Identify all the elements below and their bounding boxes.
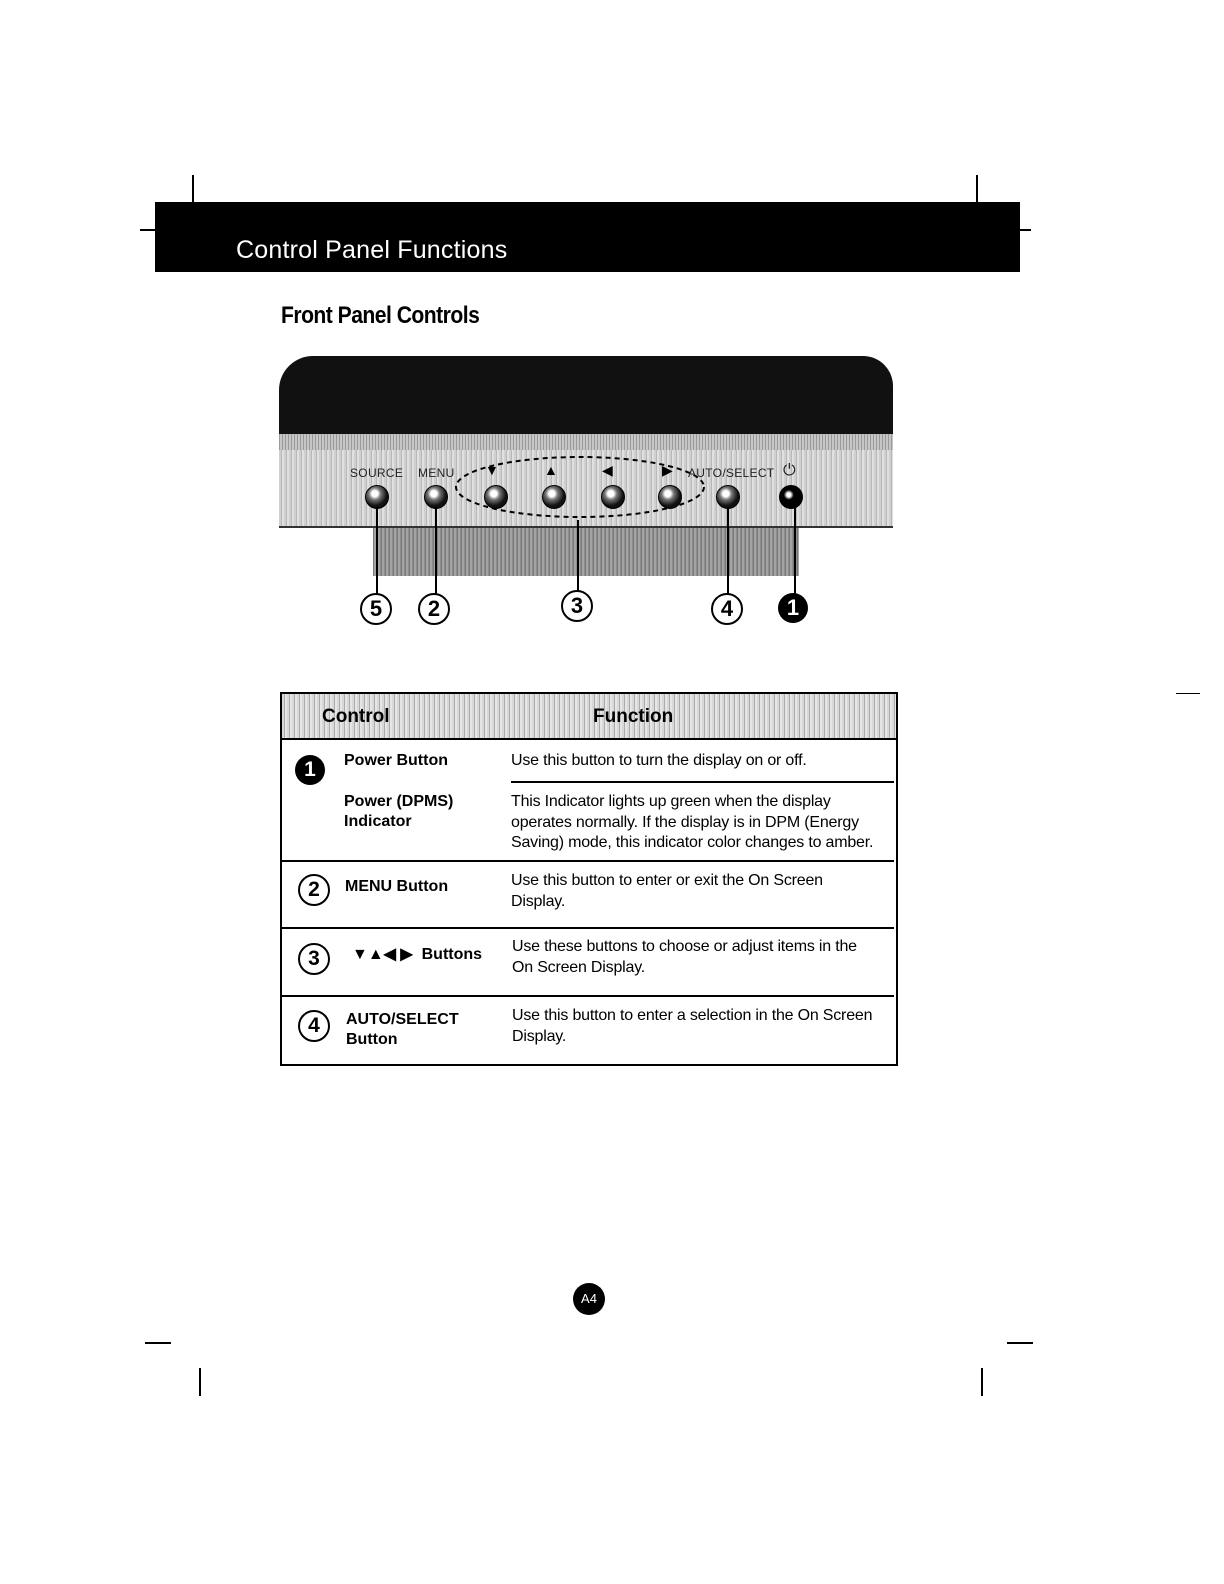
control-power-indicator: Power (DPMS) Indicator [344, 793, 454, 830]
crop-mark [1176, 693, 1200, 694]
crop-mark [140, 229, 156, 231]
crop-mark [145, 1342, 171, 1344]
controls-table [280, 692, 898, 1066]
leader-line [794, 507, 796, 595]
up-arrow-icon: ▲ [544, 462, 558, 478]
table-header [282, 694, 896, 740]
crop-mark [1019, 229, 1031, 231]
source-label: SOURCE [350, 466, 404, 480]
row-divider [282, 860, 894, 862]
right-arrow-icon: ▶ [662, 462, 673, 478]
auto-select-knob [716, 485, 740, 509]
power-symbol-label: ⏻ [783, 462, 796, 479]
power-knob [779, 485, 803, 509]
crop-mark [981, 1368, 983, 1396]
row-number-3: 3 [298, 943, 330, 975]
up-knob [542, 485, 566, 509]
leader-line [727, 507, 729, 595]
crop-mark [192, 175, 194, 203]
stand-edge [279, 526, 893, 528]
right-knob [658, 485, 682, 509]
leader-line [376, 507, 378, 595]
row-number-1: 1 [295, 755, 325, 785]
source-knob [365, 485, 389, 509]
row-number-4: 4 [298, 1010, 330, 1042]
menu-knob [424, 485, 448, 509]
row-divider [282, 927, 894, 929]
crop-mark [976, 175, 978, 203]
monitor-bezel [279, 356, 893, 434]
control-auto-select: AUTO/SELECT Button [346, 1011, 459, 1048]
function-arrow-buttons: Use these buttons to choose or adjust items in the On Screen Display. [512, 938, 857, 976]
control-power-button: Power Button [344, 752, 448, 769]
crop-mark [199, 1368, 201, 1396]
row-divider [511, 781, 894, 783]
section-title: Front Panel Controls [281, 302, 480, 329]
control-strip-edge [279, 434, 893, 450]
down-knob [484, 485, 508, 509]
leader-line [577, 520, 579, 592]
function-power-indicator: This Indicator lights up green when the display operates normally. If the display is in DPM (Energy Saving) mode, this indicator color changes to amber. [511, 793, 874, 851]
auto-select-label: AUTO/SELECT [688, 466, 775, 480]
row-number-2: 2 [298, 874, 330, 906]
control-menu-button: MENU Button [345, 878, 449, 895]
left-arrow-icon: ◀ [602, 462, 613, 478]
callout-4: 4 [711, 593, 743, 625]
callout-1: 1 [778, 593, 808, 623]
header-control: Control [322, 706, 390, 727]
callout-5: 5 [360, 593, 392, 625]
control-arrow-buttons: ▼▲◀ ▶ Buttons [352, 946, 483, 963]
function-auto-select: Use this button to enter a selection in the On Screen Display. [512, 1007, 873, 1045]
function-menu-button: Use this button to enter or exit the On Screen Display. [511, 872, 823, 910]
left-knob [601, 485, 625, 509]
callout-3: 3 [561, 590, 593, 622]
callout-2: 2 [418, 593, 450, 625]
leader-line [435, 507, 437, 595]
function-power-button: Use this button to turn the display on or off. [511, 752, 807, 769]
header-function: Function [593, 706, 674, 727]
menu-label: MENU [418, 466, 455, 480]
down-arrow-icon: ▼ [485, 462, 499, 478]
crop-mark [1007, 1342, 1033, 1344]
page-number-badge: A4 [573, 1283, 605, 1315]
row-divider [282, 995, 894, 997]
page-title: Control Panel Functions [236, 236, 508, 264]
